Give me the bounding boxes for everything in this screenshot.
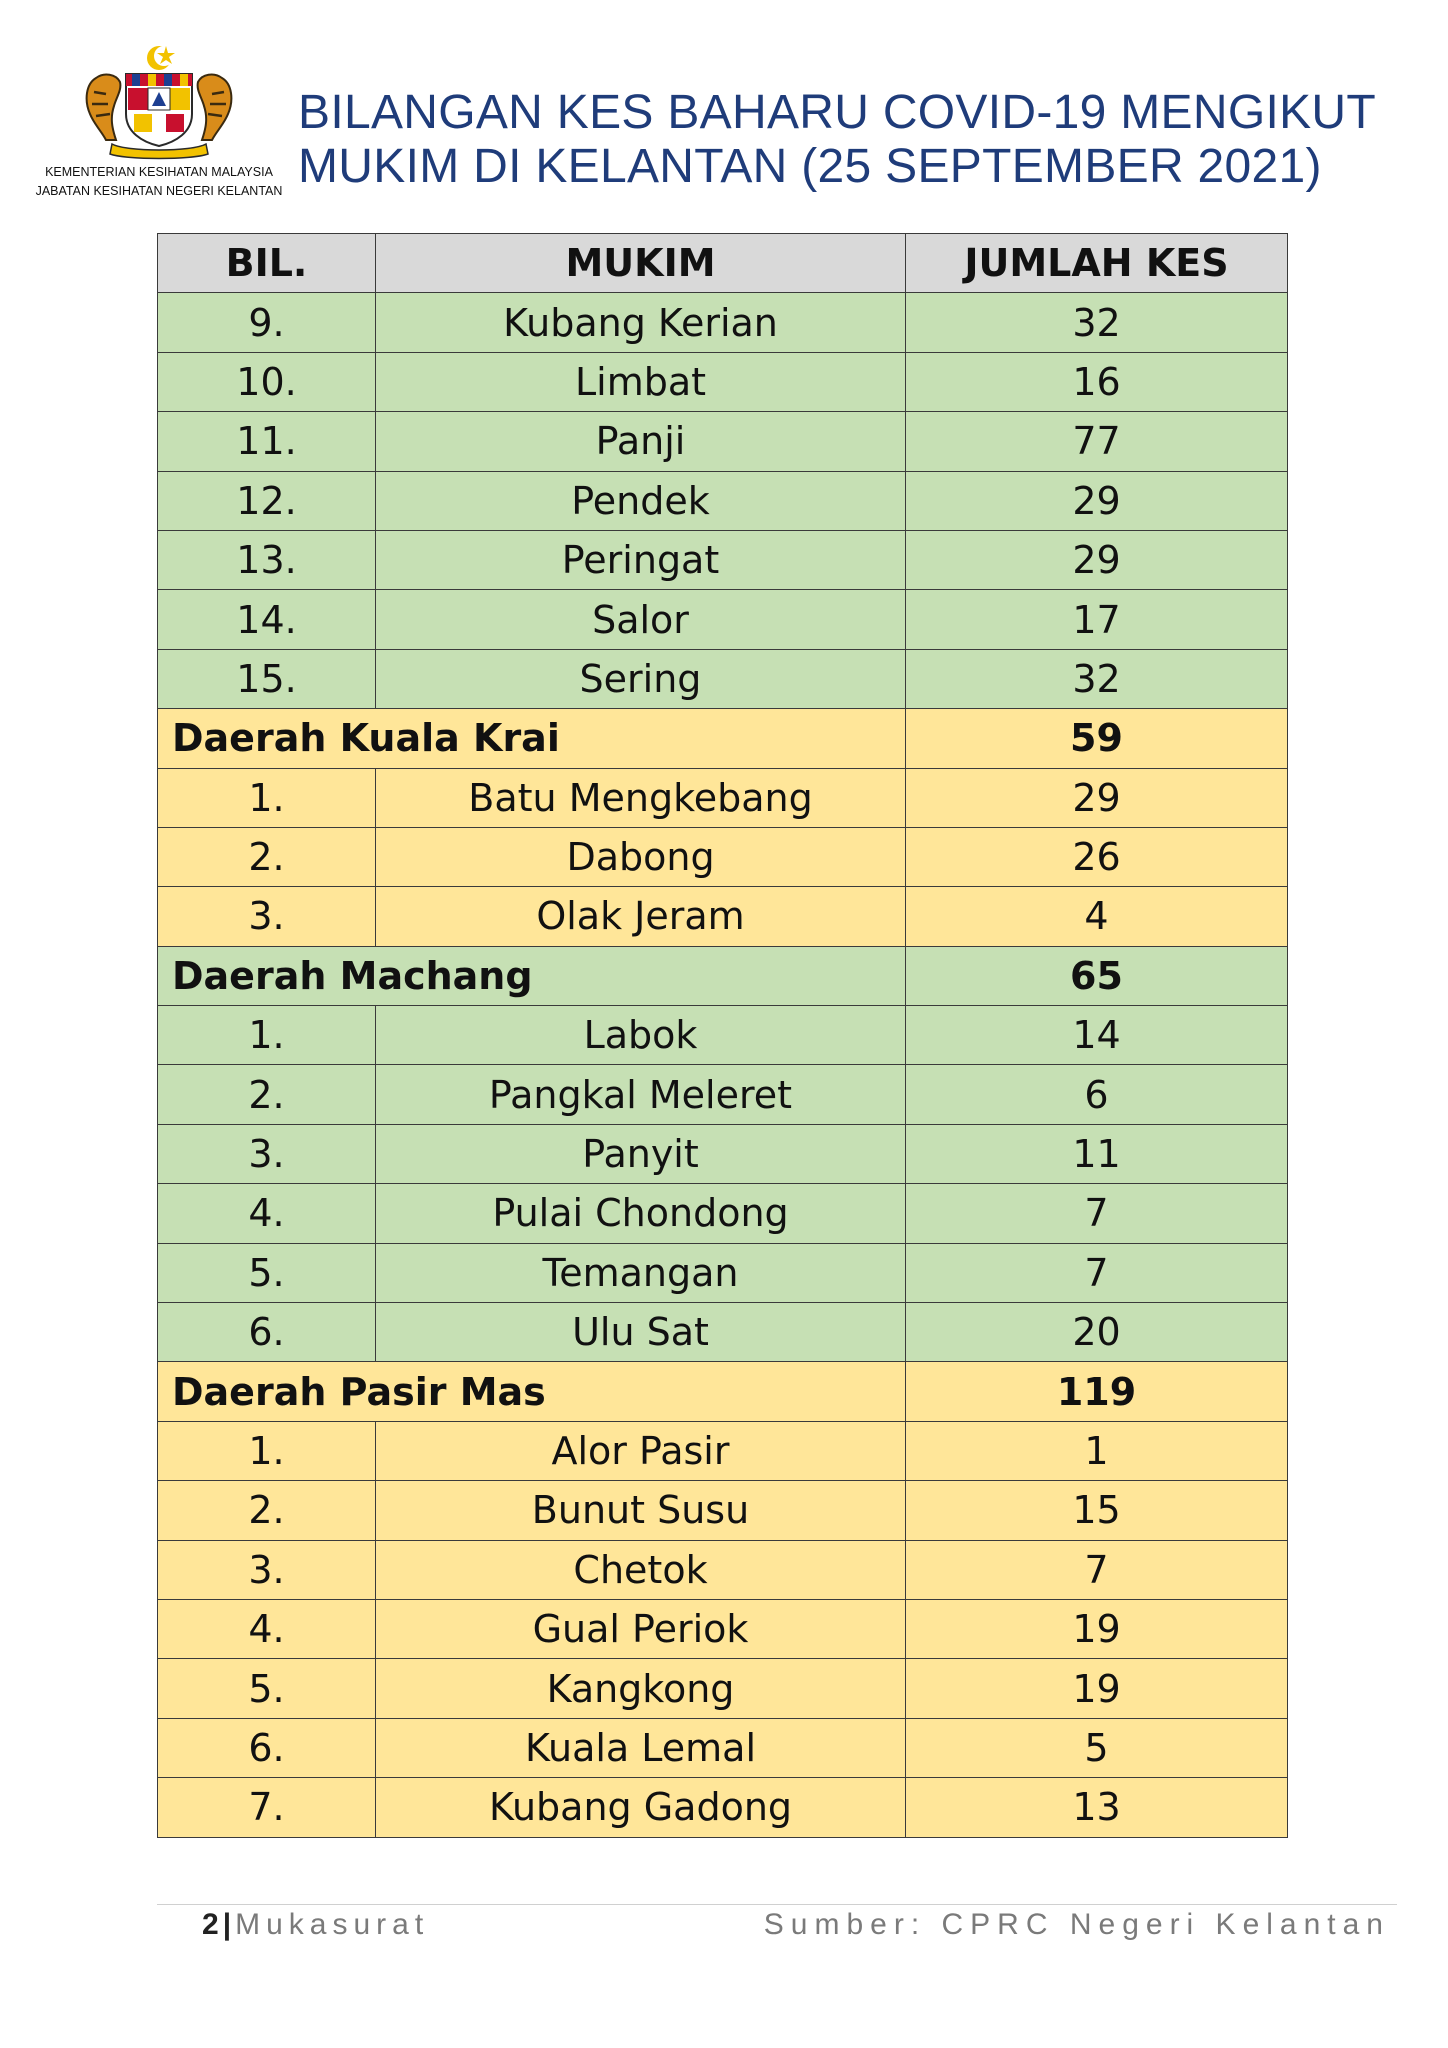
cell-kes: 1: [906, 1421, 1288, 1480]
column-header-jumlah-kes: JUMLAH KES: [906, 234, 1288, 293]
cell-bil: 7.: [158, 1778, 376, 1837]
cell-bil: 1.: [158, 1006, 376, 1065]
table-row: [158, 1659, 1288, 1718]
table-row: [158, 471, 1288, 530]
table-row: [158, 1599, 1288, 1658]
table-row: [158, 1303, 1288, 1362]
page-separator: |: [222, 1908, 232, 1941]
cell-bil: 11.: [158, 412, 376, 471]
cell-mukim: Ulu Sat: [376, 1303, 906, 1362]
cell-mukim: Batu Mengkebang: [376, 768, 906, 827]
cell-mukim: Dabong: [376, 827, 906, 886]
cell-mukim: Pangkal Meleret: [376, 1065, 906, 1124]
cell-mukim: Chetok: [376, 1540, 906, 1599]
district-name: Daerah Machang: [158, 946, 906, 1005]
cell-mukim: Kuala Lemal: [376, 1718, 906, 1777]
table-row: [158, 1481, 1288, 1540]
cell-mukim: Panyit: [376, 1124, 906, 1183]
cell-bil: 5.: [158, 1659, 376, 1718]
table-row: [158, 1540, 1288, 1599]
cell-bil: 5.: [158, 1243, 376, 1302]
cell-kes: 29: [906, 471, 1288, 530]
table-row: [158, 827, 1288, 886]
cell-bil: 2.: [158, 1065, 376, 1124]
cell-mukim: Pendek: [376, 471, 906, 530]
cell-kes: 29: [906, 768, 1288, 827]
cell-mukim: Salor: [376, 590, 906, 649]
cell-bil: 10.: [158, 352, 376, 411]
cell-mukim: Peringat: [376, 530, 906, 589]
district-total: 59: [906, 709, 1288, 768]
cell-bil: 13.: [158, 530, 376, 589]
department-name: JABATAN KESIHATAN NEGERI KELANTAN: [35, 184, 283, 198]
cell-mukim: Pulai Chondong: [376, 1184, 906, 1243]
cell-kes: 29: [906, 530, 1288, 589]
cell-mukim: Kubang Kerian: [376, 293, 906, 352]
cell-bil: 14.: [158, 590, 376, 649]
district-name: Daerah Kuala Krai: [158, 709, 906, 768]
cell-kes: 6: [906, 1065, 1288, 1124]
cell-mukim: Labok: [376, 1006, 906, 1065]
ministry-logo: [34, 44, 284, 204]
cell-mukim: Kangkong: [376, 1659, 906, 1718]
cell-kes: 19: [906, 1599, 1288, 1658]
table-row: [158, 1006, 1288, 1065]
table-row: [158, 1184, 1288, 1243]
page-title-line-2: MUKIM DI KELANTAN (25 SEPTEMBER 2021): [298, 140, 1322, 193]
cell-kes: 5: [906, 1718, 1288, 1777]
cell-mukim: Panji: [376, 412, 906, 471]
page-number: 2: [202, 1908, 219, 1941]
table-row: [158, 1243, 1288, 1302]
table-row: [158, 1065, 1288, 1124]
table-body: [158, 293, 1288, 1837]
cell-bil: 6.: [158, 1303, 376, 1362]
district-name: Daerah Pasir Mas: [158, 1362, 906, 1421]
table-row: [158, 1421, 1288, 1480]
cell-mukim: Limbat: [376, 352, 906, 411]
cell-bil: 3.: [158, 1540, 376, 1599]
table-row: [158, 649, 1288, 708]
district-total: 65: [906, 946, 1288, 1005]
cell-mukim: Olak Jeram: [376, 887, 906, 946]
cell-bil: 4.: [158, 1184, 376, 1243]
district-row: [158, 709, 1288, 768]
table-row: [158, 1124, 1288, 1183]
cell-kes: 26: [906, 827, 1288, 886]
page-number-block: [202, 1908, 429, 1942]
cell-kes: 7: [906, 1184, 1288, 1243]
cell-kes: 11: [906, 1124, 1288, 1183]
page-title: [298, 86, 1418, 194]
cell-kes: 32: [906, 293, 1288, 352]
cell-bil: 2.: [158, 827, 376, 886]
cell-mukim: Sering: [376, 649, 906, 708]
district-row: [158, 946, 1288, 1005]
cell-kes: 77: [906, 412, 1288, 471]
table-row: [158, 590, 1288, 649]
table-row: [158, 768, 1288, 827]
cell-kes: 17: [906, 590, 1288, 649]
cell-bil: 12.: [158, 471, 376, 530]
cases-table: [157, 233, 1288, 1838]
district-total: 119: [906, 1362, 1288, 1421]
table-row: [158, 1718, 1288, 1777]
cell-kes: 20: [906, 1303, 1288, 1362]
cell-mukim: Bunut Susu: [376, 1481, 906, 1540]
cell-kes: 7: [906, 1540, 1288, 1599]
cell-kes: 13: [906, 1778, 1288, 1837]
column-header-mukim: MUKIM: [376, 234, 906, 293]
cell-bil: 3.: [158, 1124, 376, 1183]
table-row: [158, 887, 1288, 946]
cell-kes: 7: [906, 1243, 1288, 1302]
cell-kes: 14: [906, 1006, 1288, 1065]
cell-bil: 2.: [158, 1481, 376, 1540]
table-row: [158, 412, 1288, 471]
district-row: [158, 1362, 1288, 1421]
cell-kes: 19: [906, 1659, 1288, 1718]
cell-kes: 4: [906, 887, 1288, 946]
page-title-line-1: BILANGAN KES BAHARU COVID-19 MENGIKUT: [298, 86, 1376, 139]
table-row: [158, 1778, 1288, 1837]
document-header: [0, 0, 1448, 230]
table-header-row: [158, 234, 1288, 293]
cell-bil: 15.: [158, 649, 376, 708]
cell-bil: 3.: [158, 887, 376, 946]
footer-divider: [157, 1904, 1397, 1905]
column-header-bil: BIL.: [158, 234, 376, 293]
page-label: Mukasurat: [235, 1908, 430, 1941]
cell-bil: 9.: [158, 293, 376, 352]
cell-kes: 16: [906, 352, 1288, 411]
cell-bil: 1.: [158, 768, 376, 827]
cell-mukim: Gual Periok: [376, 1599, 906, 1658]
table-row: [158, 352, 1288, 411]
cell-kes: 32: [906, 649, 1288, 708]
cell-mukim: Kubang Gadong: [376, 1778, 906, 1837]
cell-mukim: Temangan: [376, 1243, 906, 1302]
cell-kes: 15: [906, 1481, 1288, 1540]
table-row: [158, 530, 1288, 589]
cell-bil: 4.: [158, 1599, 376, 1658]
cell-mukim: Alor Pasir: [376, 1421, 906, 1480]
malaysia-coat-of-arms-icon: [76, 44, 242, 162]
table-row: [158, 293, 1288, 352]
cell-bil: 1.: [158, 1421, 376, 1480]
source-note: Sumber: CPRC Negeri Kelantan: [763, 1908, 1390, 1941]
cell-bil: 6.: [158, 1718, 376, 1777]
ministry-name: KEMENTERIAN KESIHATAN MALAYSIA: [45, 165, 273, 179]
